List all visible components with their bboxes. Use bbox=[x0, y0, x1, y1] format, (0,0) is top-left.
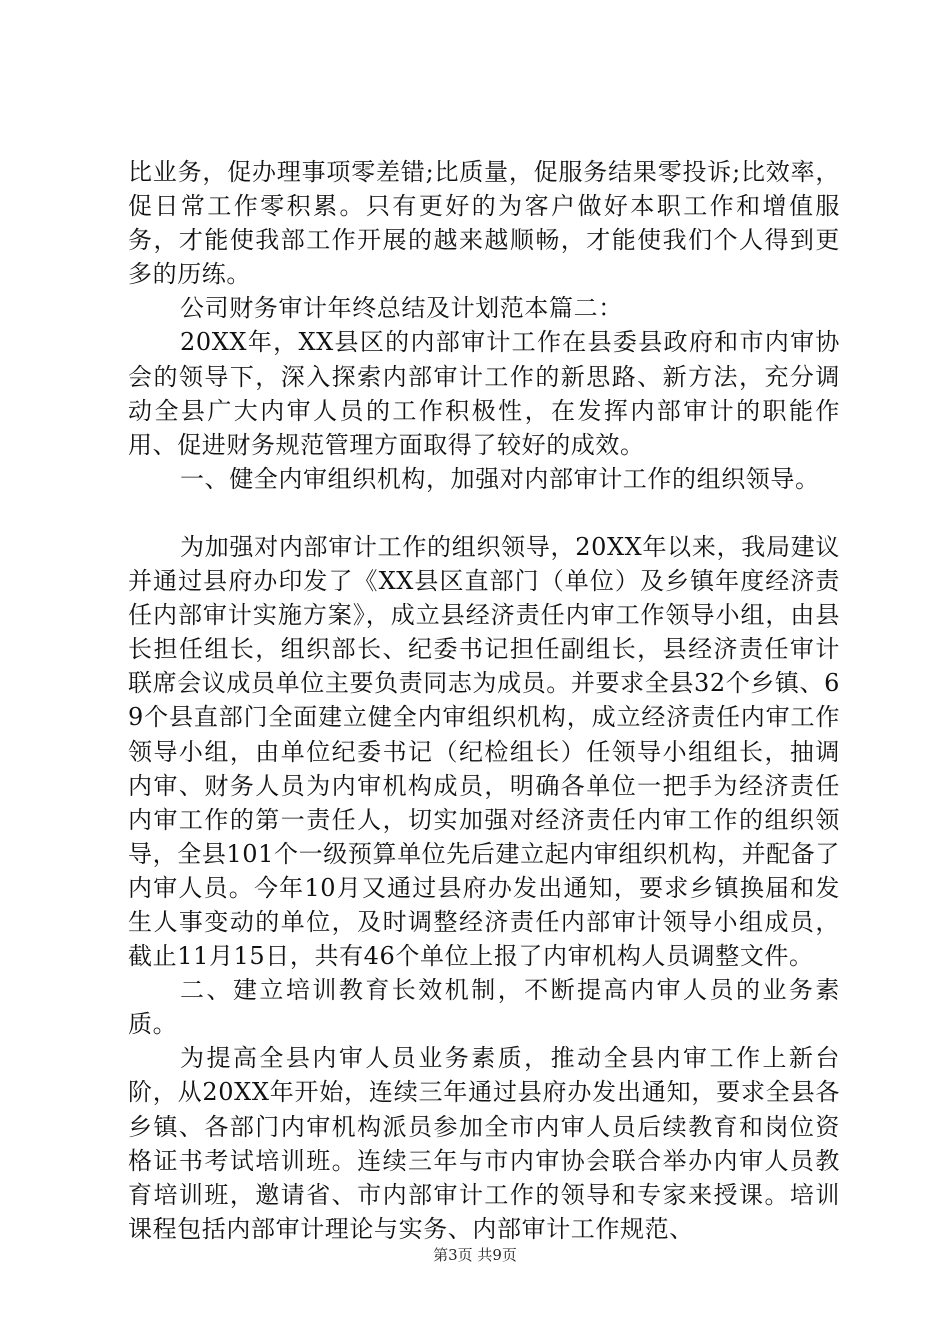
paragraph-intro: 20XX年，XX县区的内部审计工作在县委县政府和市内审协会的领导下，深入探索内部审计工作的新思路、新方法，充分调动全县广大内审人员的工作积极性，在发挥内部审计的职能作用、促进财务规范管理方面取得了较好的成效。 bbox=[128, 328, 840, 459]
heading-section-two: 二、建立培训教育长效机制，不断提高内审人员的业务素质。 bbox=[128, 976, 840, 1039]
page-number-footer: 第3页 共9页 bbox=[433, 1246, 517, 1264]
document-body bbox=[128, 155, 840, 1246]
paragraph-section-two: 为提高全县内审人员业务素质，推动全县内审工作上新台阶，从20XX年开始，连续三年通过县府办发出通知，要求全县各乡镇、各部门内审机构派员参加全市内审人员后续教育和岗位资格证书考试培训班。连续三年与市内审协会联合举办内审人员教育培训班，邀请省、市内部审计工作的领导和专家来授课。培训课程包括内部审计理论与实务、内部审计工作规范、 bbox=[128, 1044, 840, 1243]
paragraph-section-one: 为加强对内部审计工作的组织领导，20XX年以来，我局建议并通过县府办印发了《XX县区直部门（单位）及乡镇年度经济责任内部审计实施方案》，成立县经济责任内审工作领导小组，由县长担任组长，组织部长、纪委书记担任副组长，县经济责任审计联席会议成员单位主要负责同志为成员。并要求全县32个乡镇、69个县直部门全面建立健全内审组织机构，成立经济责任内审工作领导小组，由单位纪委书记（纪检组长）任领导小组组长，抽调内审、财务人员为内审机构成员，明确各单位一把手为经济责任内审工作的第一责任人，切实加强对经济责任内审工作的组织领导，全县101个一级预算单位先后建立起内审组织机构，并配备了内审人员。今年10月又通过县府办发出通知，要求乡镇换届和发生人事变动的单位，及时调整经济责任内部审计领导小组成员，截止11月15日，共有46个单位上报了内审机构人员调整文件。 bbox=[128, 532, 840, 971]
paragraph-spacer bbox=[128, 496, 840, 530]
paragraph-1: 比业务，促办理事项零差错;比质量，促服务结果零投诉;比效率，促日常工作零积累。只有更好的为客户做好本职工作和增值服务，才能使我部工作开展的越来越顺畅，才能使我们个人得到更多的历练。 bbox=[128, 158, 840, 289]
section-heading-part-two: 公司财务审计年终总结及计划范本篇二： bbox=[180, 294, 623, 323]
heading-section-one: 一、健全内审组织机构，加强对内部审计工作的组织领导。 bbox=[180, 464, 820, 493]
